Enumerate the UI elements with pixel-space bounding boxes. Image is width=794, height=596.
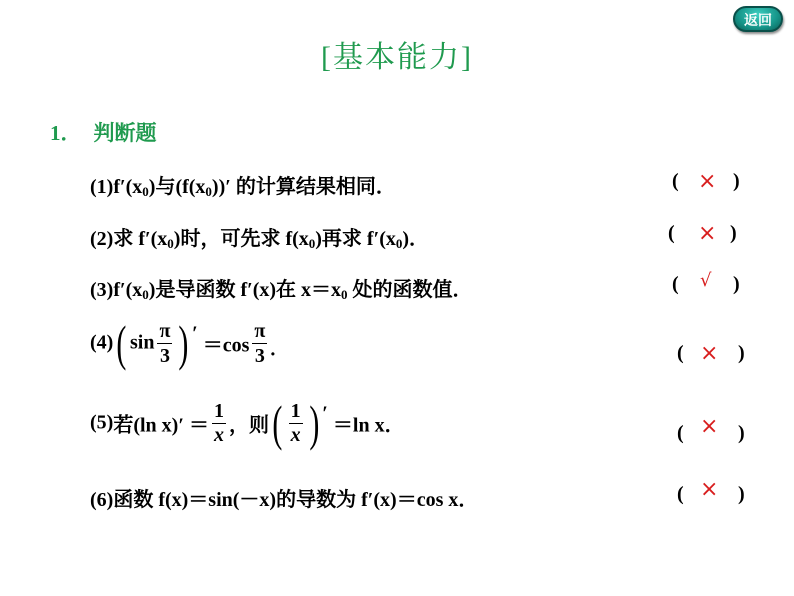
text-part: x bbox=[157, 228, 168, 250]
denominator: 3 bbox=[159, 344, 170, 367]
text-part: x bbox=[195, 176, 206, 198]
item-2-label: (2) bbox=[90, 228, 114, 250]
right-paren: ) bbox=[308, 395, 319, 451]
text-part: )与(f( bbox=[148, 176, 196, 198]
answer-paren-close: ) bbox=[730, 222, 737, 244]
item-6 bbox=[90, 483, 478, 512]
text-part: )． bbox=[402, 228, 430, 250]
subscript: 0 bbox=[142, 184, 149, 199]
right-paren: ) bbox=[178, 315, 189, 371]
answer-paren-open: ( bbox=[672, 273, 679, 295]
cos-text: ＝cos bbox=[202, 334, 250, 357]
left-paren: ( bbox=[272, 395, 283, 451]
item-1-label: (1) bbox=[90, 176, 114, 198]
text-part: f′( bbox=[113, 279, 133, 301]
answer-paren-close: ) bbox=[733, 170, 740, 192]
item-2 bbox=[90, 222, 429, 252]
text-part: x bbox=[132, 279, 143, 301]
numerator: 1 bbox=[213, 400, 224, 422]
denominator: 3 bbox=[254, 344, 265, 367]
denominator: x bbox=[290, 424, 301, 446]
equals: ＝ bbox=[188, 414, 209, 437]
fraction-pi-over-3 bbox=[157, 319, 172, 368]
text-part: x bbox=[132, 176, 143, 198]
numerator: 1 bbox=[290, 400, 301, 422]
answer-paren-close: ) bbox=[738, 422, 745, 444]
item-5 bbox=[90, 395, 405, 451]
item-4-label: (4) bbox=[90, 331, 114, 354]
text-part: 处的函数值． bbox=[347, 279, 473, 301]
text-part: )是导函数 f′(x)在 x＝ bbox=[148, 279, 332, 301]
answer-paren-close: ) bbox=[738, 483, 745, 505]
item-1 bbox=[90, 170, 396, 200]
answer-paren-open: ( bbox=[677, 483, 684, 505]
answer-paren-open: ( bbox=[672, 170, 679, 192]
fraction-1-over-x-2 bbox=[289, 399, 303, 447]
ln-derivative: 若(ln x)′ bbox=[113, 414, 184, 437]
text-part: ))′ 的计算结果相同． bbox=[211, 176, 396, 198]
fraction-pi-over-3-2 bbox=[252, 319, 267, 368]
text-part: x bbox=[385, 228, 396, 250]
question-number: 1． bbox=[50, 121, 82, 145]
text-part: f′( bbox=[113, 176, 133, 198]
subscript: 0 bbox=[205, 184, 212, 199]
answer-paren-open: ( bbox=[668, 222, 675, 244]
text-part: )再求 f′( bbox=[315, 228, 386, 250]
subscript: 0 bbox=[308, 236, 316, 251]
left-paren: ( bbox=[116, 315, 127, 371]
denominator: x bbox=[213, 424, 224, 446]
item-1-answer: × bbox=[698, 169, 717, 194]
then-text: ，则 bbox=[228, 414, 269, 437]
numerator: π bbox=[159, 319, 171, 342]
item-3-label: (3) bbox=[90, 279, 114, 301]
answer-paren-close: ) bbox=[738, 342, 745, 364]
answer-paren-open: ( bbox=[677, 342, 684, 364]
period: . bbox=[270, 338, 276, 361]
subscript: 0 bbox=[341, 287, 348, 302]
subscript: 0 bbox=[167, 236, 174, 251]
back-button[interactable]: 返回 bbox=[733, 6, 783, 32]
subscript: 0 bbox=[395, 236, 403, 251]
section-title: [基本能力] bbox=[321, 41, 473, 74]
item-2-answer: × bbox=[698, 221, 717, 246]
fraction-1-over-x bbox=[212, 399, 226, 447]
text-part: )时，可先求 f( bbox=[173, 228, 299, 250]
item-4-answer: × bbox=[700, 341, 719, 366]
question-title: 判断题 bbox=[93, 121, 157, 145]
text-part: x bbox=[331, 279, 342, 301]
item-6-text: 函数 f(x)＝sin(－x)的导数为 f′(x)＝cos x． bbox=[113, 489, 479, 511]
prime-mark: ′ bbox=[322, 402, 328, 425]
item-6-label: (6) bbox=[90, 489, 114, 511]
question-heading bbox=[50, 117, 157, 147]
item-5-label: (5) bbox=[90, 411, 114, 434]
item-3 bbox=[90, 273, 473, 303]
item-5-answer: × bbox=[700, 414, 719, 439]
answer-paren-open: ( bbox=[677, 422, 684, 444]
subscript: 0 bbox=[142, 287, 149, 302]
ln-result: ＝ln x． bbox=[332, 414, 405, 437]
prime-mark: ′ bbox=[192, 322, 198, 345]
sin-text: sin bbox=[129, 331, 155, 354]
item-4 bbox=[90, 315, 276, 371]
answer-paren-close: ) bbox=[733, 273, 740, 295]
numerator: π bbox=[254, 319, 266, 342]
item-6-answer: × bbox=[700, 477, 719, 502]
item-3-answer: √ bbox=[700, 270, 712, 291]
text-part: x bbox=[298, 228, 309, 250]
text-part: 求 f′( bbox=[113, 228, 158, 250]
